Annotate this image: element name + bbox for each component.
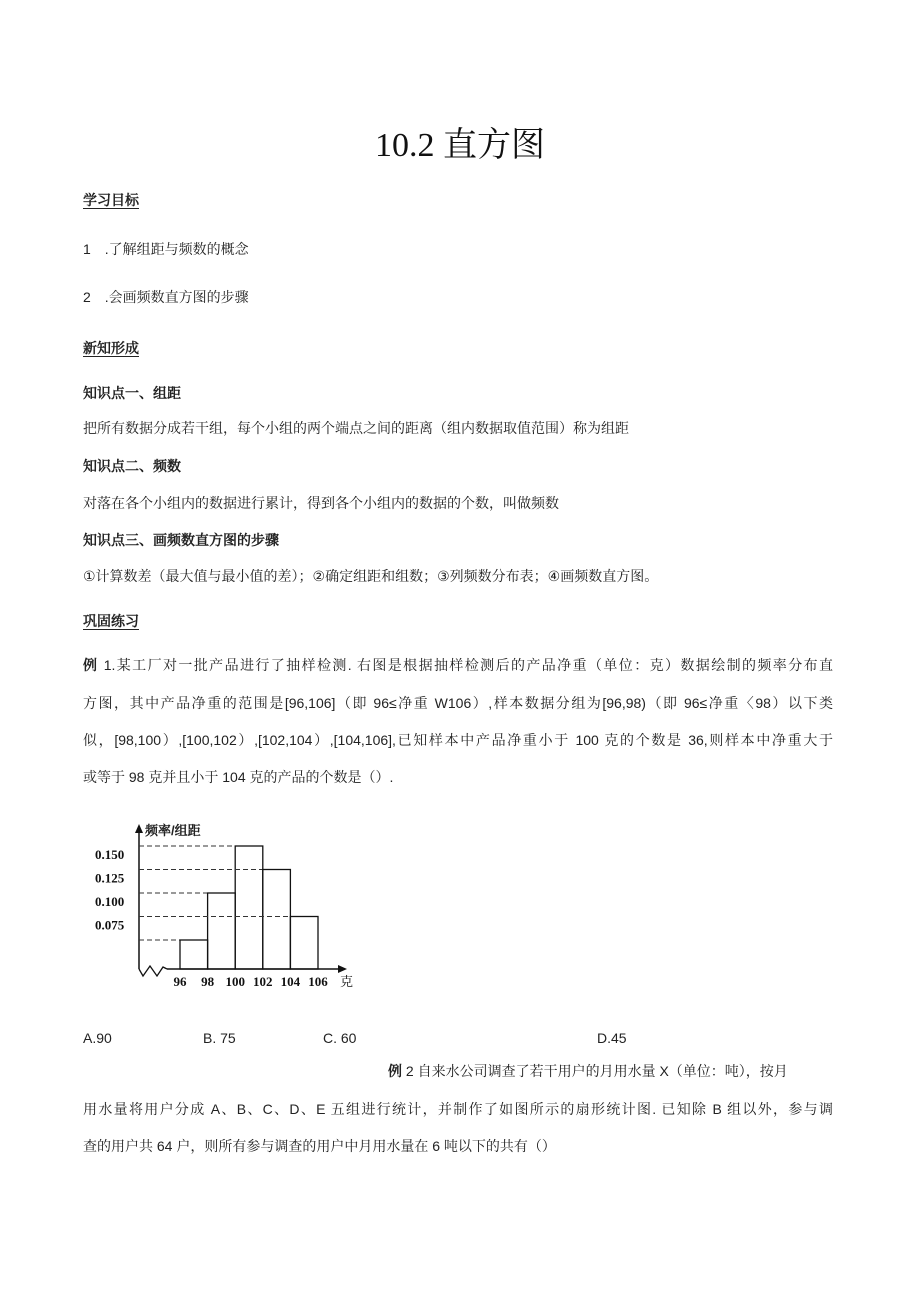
y-tick-label: 0.150	[95, 847, 125, 862]
x-axis-label: 克	[340, 974, 354, 989]
x-tick-label: 96	[173, 974, 187, 989]
option-a: A.90	[83, 1030, 112, 1046]
x-tick-label: 106	[308, 974, 328, 989]
practice-heading: 巩固练习	[83, 613, 139, 629]
x-tick-label: 100	[225, 974, 245, 989]
x-tick-label: 104	[280, 974, 301, 989]
new-knowledge-heading: 新知形成	[83, 340, 139, 356]
axis-break-zigzag	[139, 966, 167, 976]
example1-line: 似，[98,100）,[100,102）,[102,104）,[104,106],已知样本中产品净重小于 100 克的个数是 36,则样本中净重大于	[83, 732, 833, 748]
goals-heading: 学习目标	[83, 192, 139, 208]
option-b: B. 75	[203, 1030, 236, 1046]
example2-text: 2 自来水公司调查了若干用户的月用水量 X（单位：吨），按月	[402, 1063, 788, 1079]
x-tick-label: 102	[253, 974, 273, 989]
point-body: ①计算数差（最大值与最小值的差）；②确定组距和组数；③列频数分布表；④画频数直方图。	[83, 568, 659, 584]
x-tick-label: 98	[201, 974, 215, 989]
x-axis-arrow	[338, 965, 347, 973]
example2-label: 例	[388, 1063, 402, 1079]
example1-text: 1.某工厂对一批产品进行了抽样检测. 右图是根据抽样检测后的产品净重（单位：克）数据绘制的频率分布直	[98, 657, 834, 673]
y-tick-label: 0.075	[95, 917, 125, 933]
y-tick-label: 0.125	[95, 870, 125, 886]
histogram-bar	[208, 893, 236, 969]
example2-line: 用水量将用户分成 A、B、C、D、E 五组进行统计，并制作了如图所示的扇形统计图. 已知除 B 组以外，参与调	[83, 1101, 833, 1117]
page-title: 10.2 直方图	[375, 127, 545, 164]
option-c: C. 60	[323, 1030, 357, 1046]
example1-line: 或等于 98 克并且小于 104 克的产品的个数是（）.	[83, 769, 394, 785]
example1-line: 方图，其中产品净重的范围是[96,106]（即 96≤净重 W106）,样本数据分组为[96,98)（即 96≤净重〈98）以下类	[83, 695, 833, 711]
histogram-bar	[290, 917, 318, 970]
example2-line: 查的用户共 64 户，则所有参与调查的用户中月用水量在 6 吨以下的共有（）	[83, 1138, 556, 1154]
point-heading: 知识点三、画频数直方图的步骤	[83, 532, 279, 548]
option-d: D.45	[597, 1030, 627, 1046]
histogram-bar	[263, 870, 291, 970]
point-heading: 知识点二、频数	[83, 458, 181, 474]
example2-line	[388, 1062, 788, 1080]
y-axis-arrow	[135, 824, 143, 833]
point-body: 把所有数据分成若干组，每个小组的两个端点之间的距离（组内数据取值范围）称为组距	[83, 420, 629, 436]
histogram-bar	[235, 846, 263, 969]
goal-item: 1 .了解组距与频数的概念	[83, 241, 249, 257]
y-tick-label: 0.100	[95, 894, 125, 909]
point-heading: 知识点一、组距	[83, 385, 181, 401]
y-axis-label: 频率/组距	[145, 823, 201, 838]
point-body: 对落在各个小组内的数据进行累计，得到各个小组内的数据的个数，叫做频数	[83, 495, 559, 511]
goal-item: 2 .会画频数直方图的步骤	[83, 289, 249, 305]
histogram-bar	[180, 940, 208, 969]
example1-label: 例	[83, 657, 99, 673]
